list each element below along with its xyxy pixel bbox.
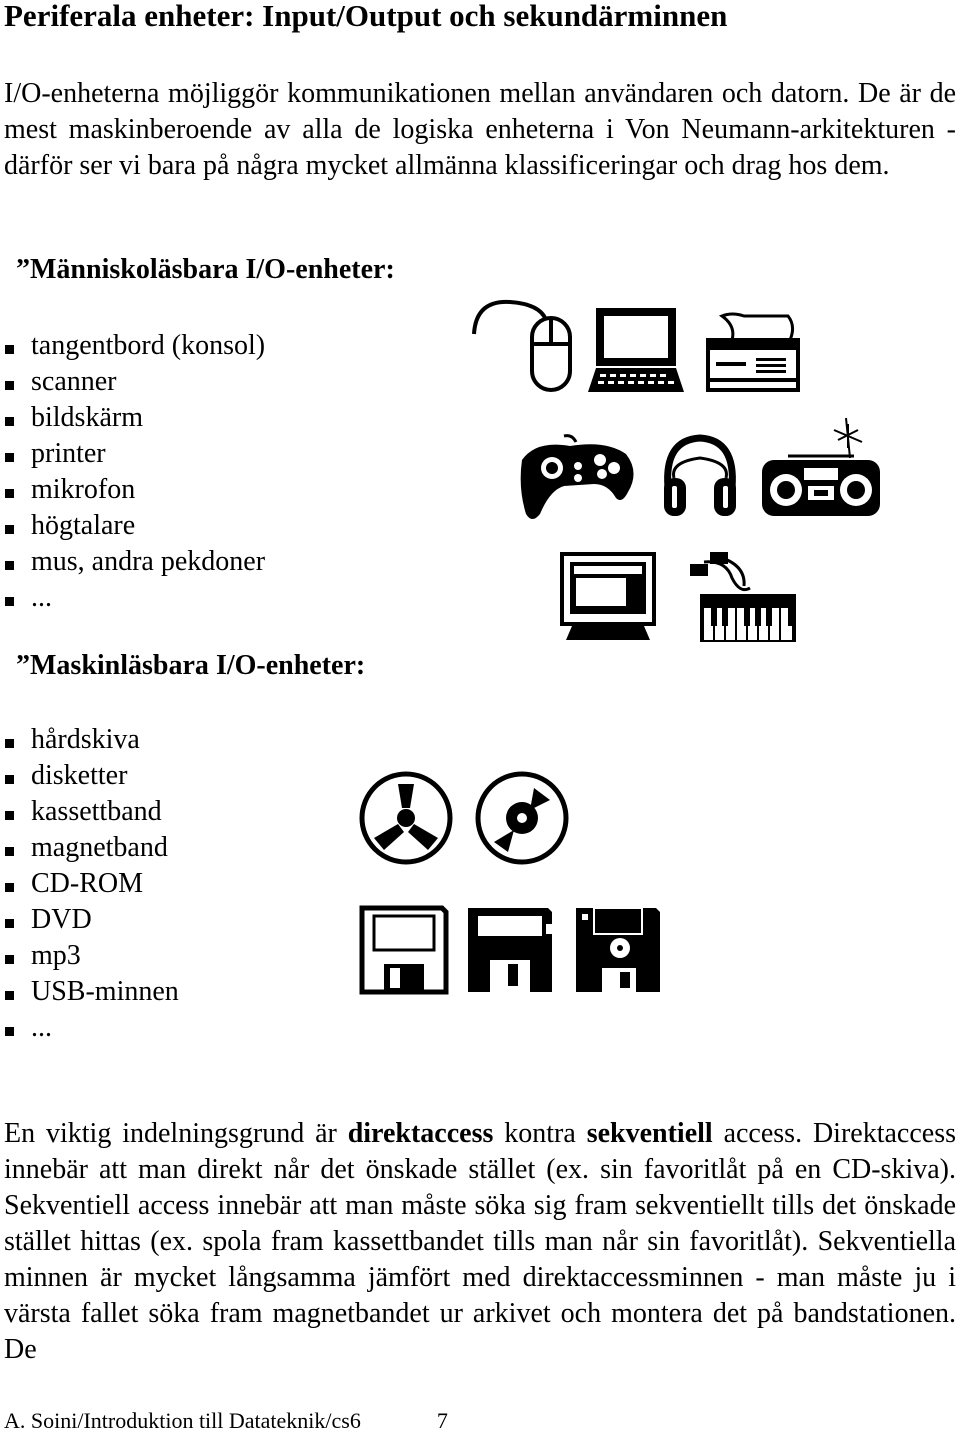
keyboard-synth-icon bbox=[686, 550, 798, 644]
bullet-icon bbox=[5, 739, 14, 748]
bullet-icon bbox=[5, 847, 14, 856]
list-item bbox=[0, 938, 179, 974]
bullet-icon bbox=[5, 991, 14, 1000]
paragraph-text: access. Direktaccess innebär att man direkt når det önskade stället (ex. sin favoritlåt på en CD-skiva). Sekventiell access innebär att man måste söka sig fram sekventiellt tills det önskade stället hittas (ex. spola fram kassettbandet tills man når sin favoritlåt). Sekventiella minnen är mycket långsamma jämfört med direktaccessminnen - man måste ju i värsta fallet söka fram magnetbandet ur arkivet och montera det på bandstationen. De bbox=[4, 1118, 956, 1365]
bullet-icon bbox=[5, 417, 14, 426]
list-item-label: magnetband bbox=[31, 832, 168, 863]
list-item bbox=[0, 758, 179, 794]
list-item-label: printer bbox=[31, 438, 106, 469]
page-footer bbox=[4, 1408, 448, 1434]
list-item bbox=[0, 544, 265, 580]
intro-paragraph: I/O-enheterna möjliggör kommunikationen mellan användaren och datorn. De är de mest maskinberoende av alla de logiska enheterna i Von Neumann-arkitekturen - därför ser vi bara på några mycket allmänna klassificeringar och drag hos dem. bbox=[4, 78, 956, 181]
bullet-icon bbox=[5, 561, 14, 570]
list-item bbox=[0, 902, 179, 938]
bullet-icon bbox=[5, 525, 14, 534]
floppy-icon bbox=[572, 904, 664, 996]
list-item bbox=[0, 364, 265, 400]
list-item-label: kassettband bbox=[31, 796, 162, 827]
bullet-icon bbox=[5, 345, 14, 354]
paragraph-text: kontra bbox=[493, 1118, 587, 1149]
list-item bbox=[0, 328, 265, 364]
headphones-icon bbox=[660, 434, 740, 518]
gamepad-icon bbox=[516, 432, 640, 524]
bullet-icon bbox=[5, 453, 14, 462]
page-title: Periferala enheter: Input/Output och sekundärminnen bbox=[4, 0, 728, 33]
cd-icon bbox=[474, 770, 570, 866]
list-item bbox=[0, 508, 265, 544]
paragraph-text: En viktig indelningsgrund är bbox=[4, 1118, 348, 1149]
bullet-icon bbox=[5, 381, 14, 390]
list-item-label: tangentbord (konsol) bbox=[31, 330, 266, 361]
bullet-icon bbox=[5, 883, 14, 892]
list-item bbox=[0, 580, 265, 616]
floppy-icon bbox=[358, 904, 450, 996]
printer-icon bbox=[704, 312, 800, 394]
access-paragraph bbox=[4, 1116, 956, 1368]
bullet-icon bbox=[5, 489, 14, 498]
list-item-label: ... bbox=[31, 582, 52, 613]
list-item-label: USB-minnen bbox=[31, 976, 179, 1007]
heading-bold: Människoläsbara bbox=[30, 254, 239, 285]
paragraph-bold-term: sekventiell bbox=[586, 1118, 713, 1149]
list-item-label: hårdskiva bbox=[31, 724, 140, 755]
list-item bbox=[0, 1010, 179, 1046]
list-item-label: mp3 bbox=[31, 940, 81, 971]
machine-section-heading bbox=[16, 650, 365, 682]
bullet-icon bbox=[5, 919, 14, 928]
list-item-label: scanner bbox=[31, 366, 117, 397]
list-item-label: högtalare bbox=[31, 510, 136, 541]
mouse-icon bbox=[470, 296, 576, 396]
list-item-label: mus, andra pekdoner bbox=[31, 546, 266, 577]
bullet-icon bbox=[5, 1027, 14, 1036]
page-number: 7 bbox=[436, 1408, 448, 1433]
list-item-label: disketter bbox=[31, 760, 128, 791]
human-device-list bbox=[0, 328, 265, 616]
bullet-icon bbox=[5, 955, 14, 964]
machine-device-list bbox=[0, 722, 179, 1046]
list-item bbox=[0, 400, 265, 436]
heading-bold: Maskinläsbara bbox=[30, 650, 209, 681]
list-item bbox=[0, 974, 179, 1010]
bullet-icon bbox=[5, 775, 14, 784]
list-item-label: bildskärm bbox=[31, 402, 143, 433]
bullet-icon bbox=[5, 597, 14, 606]
heading-quote: ” bbox=[16, 650, 30, 681]
boombox-icon bbox=[758, 416, 884, 520]
list-item bbox=[0, 472, 265, 508]
list-item bbox=[0, 830, 179, 866]
floppy-icon bbox=[464, 904, 556, 996]
list-item bbox=[0, 866, 179, 902]
heading-quote: ” bbox=[16, 254, 30, 285]
heading-rest: I/O-enheter: bbox=[238, 254, 395, 285]
footer-source: A. Soini/Introduktion till Datateknik/cs6 bbox=[4, 1408, 361, 1433]
list-item-label: mikrofon bbox=[31, 474, 136, 505]
computer-icon bbox=[588, 306, 684, 394]
list-item-label: CD-ROM bbox=[31, 868, 144, 899]
heading-rest: I/O-enheter: bbox=[208, 650, 366, 681]
bullet-icon bbox=[5, 811, 14, 820]
list-item bbox=[0, 436, 265, 472]
human-section-heading bbox=[16, 254, 395, 286]
monitor-icon bbox=[558, 550, 658, 644]
list-item bbox=[0, 722, 179, 758]
paragraph-bold-term: direktaccess bbox=[347, 1118, 494, 1149]
reel-icon bbox=[358, 770, 454, 866]
list-item bbox=[0, 794, 179, 830]
list-item-label: DVD bbox=[31, 904, 92, 935]
list-item-label: ... bbox=[31, 1012, 52, 1043]
